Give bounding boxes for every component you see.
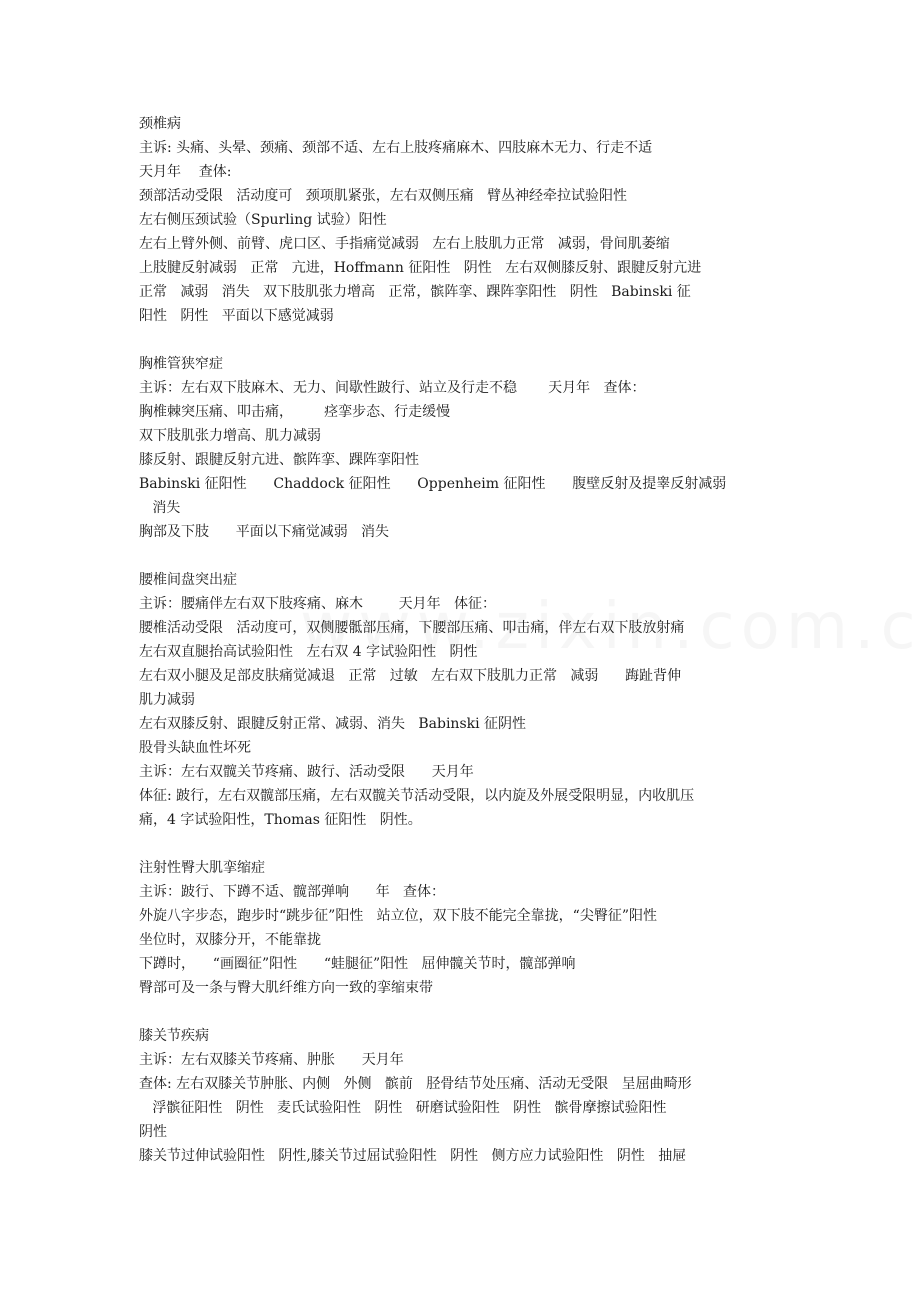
section-spacer: [139, 544, 784, 568]
text-line: 肌力减弱: [139, 692, 195, 708]
text-line: 膝反射、跟腱反射亢进、髌阵挛、踝阵挛阳性: [139, 452, 419, 468]
text-line: 主诉：跛行、下蹲不适、髋部弹响 年 查体：: [139, 884, 446, 900]
section-spacer: [139, 1000, 784, 1024]
text-line: 主诉: 头痛、头晕、颈痛、颈部不适、左右上肢疼痛麻木、四肢麻木无力、行走不适: [139, 140, 653, 156]
section-0: [139, 112, 784, 328]
document-body: [139, 112, 784, 1168]
text-line: 左右双膝反射、跟腱反射正常、减弱、消失 Babinski 征阴性: [139, 716, 527, 732]
text-line: 阴性: [139, 1124, 167, 1140]
text-line: 胸椎棘突压痛、叩击痛， 痉挛步态、行走缓慢: [139, 404, 451, 420]
text-line: 臀部可及一条与臀大肌纤维方向一致的挛缩束带: [139, 980, 433, 996]
text-line: 左右侧压颈试验（Spurling 试验）阳性: [139, 212, 387, 228]
section-4: [139, 1024, 784, 1168]
text-line: 下蹲时， “画圈征”阳性 “蛙腿征”阳性 屈伸髋关节时，髋部弹响: [139, 956, 576, 972]
text-line: 痛，4 字试验阳性，Thomas 征阳性 阴性。: [139, 812, 422, 828]
text-line: 左右双直腿抬高试验阳性 左右双 4 字试验阳性 阴性: [139, 644, 478, 660]
section-heading: 膝关节疾病: [139, 1028, 209, 1044]
text-line: 阳性 阴性 平面以下感觉减弱: [139, 308, 334, 324]
text-line: Babinski 征阳性 Chaddock 征阳性 Oppenheim 征阳性 腹壁反射及提睾反射减弱: [139, 476, 727, 492]
section-2: [139, 568, 784, 832]
section-heading: 颈椎病: [139, 116, 181, 132]
text-line: 浮髌征阳性 阴性 麦氏试验阳性 阴性 研磨试验阳性 阴性 髌骨摩擦试验阳性: [139, 1100, 667, 1116]
section-spacer: [139, 832, 784, 856]
section-heading: 注射性臀大肌挛缩症: [139, 860, 265, 876]
text-line: 正常 减弱 消失 双下肢肌张力增高 正常，髌阵挛、踝阵挛阳性 阴性 Babinski 征: [139, 284, 691, 300]
text-line: 腰椎活动受限 活动度可，双侧腰骶部压痛，下腰部压痛、叩击痛，伴左右双下肢放射痛: [139, 620, 685, 636]
text-line: 主诉：腰痛伴左右双下肢疼痛、麻木 天月年 体征：: [139, 596, 496, 612]
text-line: 主诉：左右双膝关节疼痛、肿胀 天月年: [139, 1052, 404, 1068]
section-spacer: [139, 328, 784, 352]
text-line: 主诉：左右双下肢麻木、无力、间歇性跛行、站立及行走不稳 天月年 查体：: [139, 380, 646, 396]
section-1: [139, 352, 784, 544]
text-line: 胸部及下肢 平面以下痛觉减弱 消失: [139, 524, 390, 540]
text-line: 左右上臂外侧、前臂、虎口区、手指痛觉减弱 左右上肢肌力正常 减弱，骨间肌萎缩: [139, 236, 670, 252]
section-heading: 胸椎管狭窄症: [139, 356, 223, 372]
text-line: 股骨头缺血性坏死: [139, 740, 251, 756]
text-line: 体征: 跛行，左右双髋部压痛，左右双髋关节活动受限，以内旋及外展受限明显，内收肌压: [139, 788, 695, 804]
text-line: 坐位时，双膝分开，不能靠拢: [139, 932, 321, 948]
section-3: [139, 856, 784, 1000]
text-line: 消失: [139, 500, 181, 516]
text-line: 双下肢肌张力增高、肌力减弱: [139, 428, 321, 444]
text-line: 天月年 查体:: [139, 164, 232, 180]
section-heading: 腰椎间盘突出症: [139, 572, 237, 588]
text-line: 外旋八字步态，跑步时“跳步征”阳性 站立位，双下肢不能完全靠拢，“尖臀征”阳性: [139, 908, 657, 924]
text-line: 左右双小腿及足部皮肤痛觉减退 正常 过敏 左右双下肢肌力正常 减弱 踇趾背伸: [139, 668, 682, 684]
text-line: 膝关节过伸试验阳性 阴性,膝关节过屈试验阳性 阴性 侧方应力试验阳性 阴性 抽屉: [139, 1148, 687, 1164]
text-line: 查体: 左右双膝关节肿胀、内侧 外侧 髌前 胫骨结节处压痛、活动无受限 呈屈曲畸形: [139, 1076, 692, 1092]
text-line: 主诉：左右双髋关节疼痛、跛行、活动受限 天月年: [139, 764, 474, 780]
text-line: 颈部活动受限 活动度可 颈项肌紧张，左右双侧压痛 臂丛神经牵拉试验阳性: [139, 188, 628, 204]
text-line: 上肢腱反射减弱 正常 亢进，Hoffmann 征阳性 阴性 左右双侧膝反射、跟腱反射亢进: [139, 260, 702, 276]
